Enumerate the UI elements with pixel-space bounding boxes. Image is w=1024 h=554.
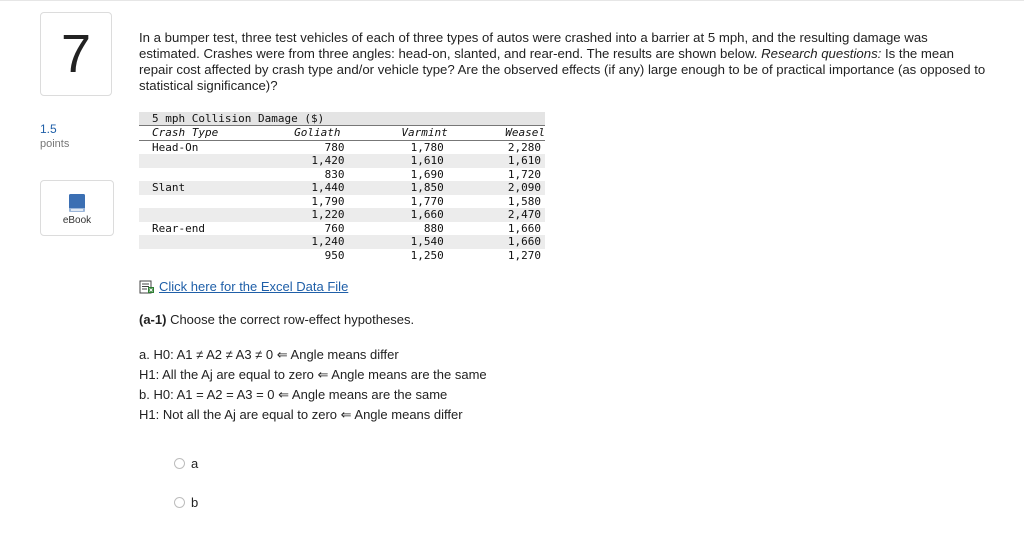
table-row bbox=[139, 235, 545, 249]
header-weasel: Weasel bbox=[448, 126, 545, 140]
table-row bbox=[139, 140, 545, 154]
part-a1-prompt: (a-1) Choose the correct row-effect hypotheses. bbox=[139, 312, 415, 327]
hypothesis-a-h0: a. H0: A1 ≠ A2 ≠ A3 ≠ 0 ⇐ Angle means differ bbox=[139, 347, 399, 362]
table-row bbox=[139, 208, 545, 222]
crash-type-cell bbox=[139, 195, 262, 209]
table-caption: 5 mph Collision Damage ($) bbox=[139, 112, 545, 126]
question-number: 7 bbox=[40, 12, 112, 96]
hypothesis-b-h0: b. H0: A1 = A2 = A3 = 0 ⇐ Angle means are the same bbox=[139, 387, 448, 402]
weasel-cell: 1,660 bbox=[507, 221, 541, 235]
varmint-cell: 1,250 bbox=[410, 248, 444, 262]
goliath-cell: 1,420 bbox=[262, 154, 348, 168]
crash-type-cell bbox=[139, 249, 262, 263]
option-b[interactable] bbox=[174, 495, 198, 510]
crash-type-cell bbox=[139, 208, 262, 222]
table-row bbox=[139, 154, 545, 168]
varmint-cell: 1,850 bbox=[349, 181, 448, 195]
goliath-cell: 1,790 bbox=[311, 194, 345, 208]
option-a[interactable] bbox=[174, 456, 198, 471]
option-a-label: a bbox=[191, 456, 199, 471]
crash-type-cell: Slant bbox=[139, 181, 262, 195]
crash-type-cell bbox=[139, 168, 262, 182]
hypotheses-block bbox=[139, 345, 487, 425]
crash-type-cell: Head-On bbox=[152, 140, 199, 154]
goliath-cell: 830 bbox=[324, 167, 345, 181]
hypothesis-b-h1: H1: Not all the Aj are equal to zero ⇐ Angle means differ bbox=[139, 407, 463, 422]
weasel-cell: 1,660 bbox=[448, 235, 545, 249]
weasel-cell: 1,270 bbox=[507, 248, 541, 262]
excel-file-icon bbox=[139, 280, 155, 294]
radio-a[interactable] bbox=[174, 458, 185, 469]
goliath-cell: 760 bbox=[324, 221, 345, 235]
option-b-label: b bbox=[191, 495, 199, 510]
excel-link-text[interactable]: Click here for the Excel Data File bbox=[159, 279, 349, 294]
weasel-cell: 1,610 bbox=[448, 154, 545, 168]
crash-type-cell bbox=[139, 154, 262, 168]
radio-b[interactable] bbox=[174, 497, 185, 508]
goliath-cell: 780 bbox=[324, 140, 345, 154]
hypothesis-a-h1: H1: All the Aj are equal to zero ⇐ Angle means are the same bbox=[139, 367, 487, 382]
varmint-cell: 880 bbox=[423, 221, 444, 235]
table-row bbox=[139, 249, 545, 263]
table-row bbox=[139, 181, 545, 195]
table-row bbox=[139, 168, 545, 182]
weasel-cell: 1,720 bbox=[507, 167, 541, 181]
weasel-cell: 2,470 bbox=[448, 208, 545, 222]
part-label: (a-1) bbox=[139, 312, 167, 327]
collision-data-table bbox=[139, 112, 545, 262]
varmint-cell: 1,540 bbox=[349, 235, 448, 249]
table-header-row bbox=[139, 126, 545, 140]
goliath-cell: 1,440 bbox=[262, 181, 348, 195]
crash-type-cell: Rear-end bbox=[152, 221, 205, 235]
weasel-cell: 2,090 bbox=[448, 181, 545, 195]
question-text: In a bumper test, three test vehicles of each of three types of autos were crashed into a barrier at 5 mph, and the resulting damage was estimated. Crashes were from three angles: head-on, slanted, and rear-end. The results are shown below. Research questions: Is the mean repair cost affected by crash type and/or vehicle type? Are the observed effects (if any) large enough to be of practical importance (as opposed to statistical significance)? bbox=[139, 30, 986, 93]
excel-data-link[interactable] bbox=[139, 279, 348, 294]
top-divider bbox=[0, 0, 1024, 1]
ebook-button[interactable] bbox=[40, 180, 114, 236]
goliath-cell: 950 bbox=[324, 248, 345, 262]
research-questions-label: Research questions: bbox=[761, 46, 882, 61]
varmint-cell: 1,660 bbox=[349, 208, 448, 222]
header-varmint: Varmint bbox=[349, 126, 448, 140]
table-row bbox=[139, 222, 545, 236]
points-value: 1.5 bbox=[40, 122, 57, 136]
varmint-cell: 1,780 bbox=[410, 140, 444, 154]
goliath-cell: 1,220 bbox=[262, 208, 348, 222]
varmint-cell: 1,610 bbox=[349, 154, 448, 168]
crash-type-cell bbox=[139, 235, 262, 249]
varmint-cell: 1,770 bbox=[410, 194, 444, 208]
header-crash-type: Crash Type bbox=[139, 126, 262, 140]
varmint-cell: 1,690 bbox=[410, 167, 444, 181]
weasel-cell: 1,580 bbox=[507, 194, 541, 208]
header-goliath: Goliath bbox=[262, 126, 348, 140]
table-row bbox=[139, 195, 545, 209]
weasel-cell: 2,280 bbox=[507, 140, 541, 154]
goliath-cell: 1,240 bbox=[262, 235, 348, 249]
book-icon bbox=[68, 193, 86, 213]
ebook-label: eBook bbox=[62, 215, 92, 226]
points-label: points bbox=[40, 138, 70, 150]
